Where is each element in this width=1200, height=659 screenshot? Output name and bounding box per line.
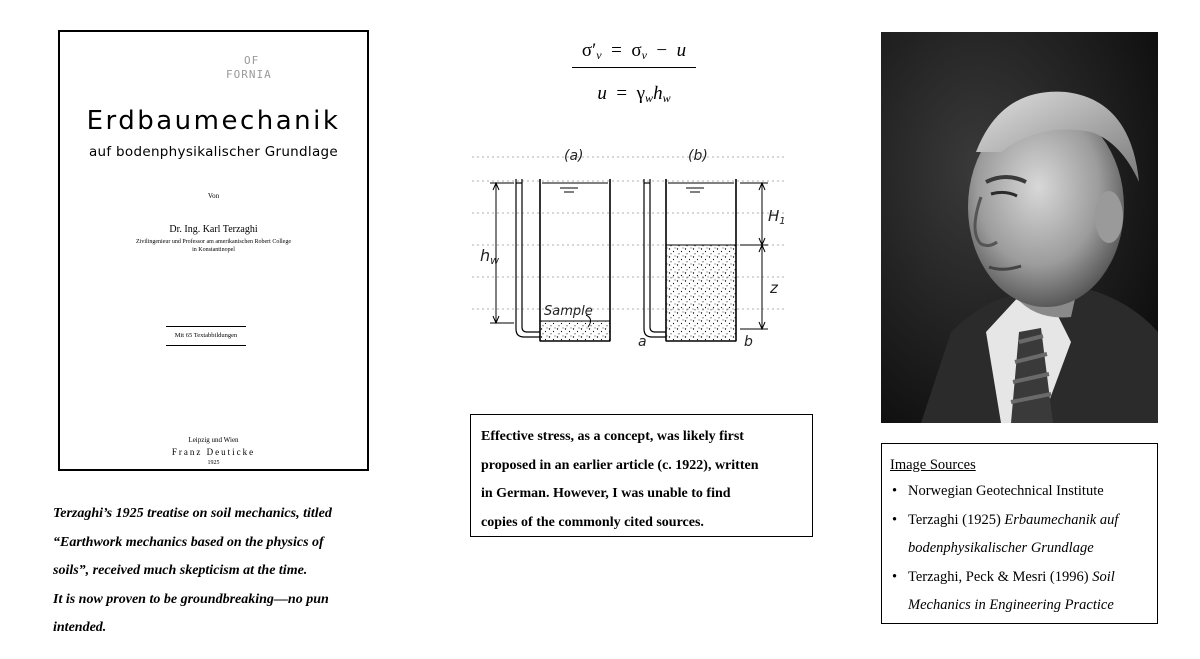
source-item-terzaghi-peck-mesri <box>890 563 1149 620</box>
label-sample: Sample <box>544 304 593 319</box>
eq1-sub-v: v <box>596 48 602 62</box>
caption-line: soils”, received much skepticism at the time. <box>53 563 308 578</box>
eq2-gamma-sub: w <box>645 91 654 105</box>
stamp-line-1: OF <box>244 54 260 67</box>
note-line: in German. However, I was unable to find <box>481 486 731 501</box>
source-item-text: • Norwegian Geotechnical Institute <box>908 483 1104 499</box>
effective-stress-note <box>470 414 813 537</box>
book-title: Erdbaumechanik <box>86 106 341 136</box>
book-affiliation-line-1: Zivilingenieur und Professor am amerikanischen Robert College <box>136 239 291 245</box>
eq2-equals: = <box>616 83 628 104</box>
caption-line: Terzaghi’s 1925 treatise on soil mechanics, titled <box>53 506 332 521</box>
source-item-title: Erbaumechanik auf <box>1004 511 1119 528</box>
standpipe-a <box>516 179 540 337</box>
source-item-terzaghi-1925 <box>890 506 1149 563</box>
water-surface-a <box>542 183 608 192</box>
water-surface-b <box>668 183 734 192</box>
caption-line: It is now proven to be groundbreaking—no pun <box>53 591 329 607</box>
source-item-title-cont: bodenphysikalischer Grundlage <box>908 540 1094 556</box>
image-sources-header: Image Sources <box>890 457 976 473</box>
label-H1: $H_1$ <box>768 207 786 227</box>
source-item-prefix: Terzaghi (1925) <box>908 511 1005 528</box>
pore-pressure-equation <box>572 83 696 106</box>
eq2-h-sub: w <box>662 91 671 105</box>
source-item-ngi <box>890 477 1149 506</box>
book-author: Dr. Ing. Karl Terzaghi <box>169 224 258 235</box>
note-line: Effective stress, as a concept, was likely first <box>481 429 744 444</box>
book-subtitle: auf bodenphysikalischer Grundlage <box>88 144 339 160</box>
reference-lines <box>472 157 784 309</box>
sample-a <box>540 321 610 341</box>
eq1-u: u <box>676 40 687 61</box>
source-item-prefix: Terzaghi, Peck & Mesri (1996) <box>908 568 1093 585</box>
terzaghi-portrait-photo <box>881 32 1158 423</box>
source-item-title: Soil <box>1092 568 1115 585</box>
label-hw: hw <box>480 246 500 267</box>
book-publisher: Franz Deuticke <box>171 447 256 457</box>
hw-dimension <box>490 183 514 323</box>
note-line: proposed in an earlier article (c. 1922), written <box>481 457 759 473</box>
eq2-u: u <box>597 83 607 104</box>
book-place: Leipzig und Wien <box>188 436 239 444</box>
book-cover-image <box>58 30 369 471</box>
eq1-minus: − <box>656 40 668 61</box>
standpipe-b <box>644 179 666 337</box>
sample-b <box>666 245 736 341</box>
image-sources-list <box>890 477 1149 620</box>
label-z: z <box>770 279 778 297</box>
equation-divider <box>572 67 696 68</box>
eq1-sigma: σ <box>631 40 642 61</box>
source-item-title-cont: Mechanics in Engineering Practice <box>908 597 1114 613</box>
eq2-h: h <box>653 83 663 104</box>
label-point-b: b <box>744 334 753 350</box>
eq2-gamma: γ <box>636 83 646 104</box>
label-b: (b) <box>688 148 708 164</box>
book-affiliation-line-2: in Konstantinopel <box>192 247 235 253</box>
image-sources-box <box>881 443 1158 624</box>
label-a: (a) <box>564 148 584 164</box>
book-year: 1925 <box>207 460 220 466</box>
library-stamp <box>226 54 272 82</box>
eq1-equals: = <box>611 40 622 61</box>
caption-line: “Earthwork mechanics based on the physics of <box>53 534 324 550</box>
eq1-sigma-prime: σ <box>581 40 593 61</box>
effective-stress-diagram <box>468 143 788 355</box>
book-von: Von <box>207 192 220 200</box>
label-point-a: a <box>638 334 647 350</box>
note-line: copies of the commonly cited sources. <box>481 514 704 530</box>
caption-line: intended. <box>53 620 107 635</box>
cover-caption <box>53 500 383 643</box>
h1-z-dimension <box>740 183 768 329</box>
effective-stress-equation <box>572 40 696 63</box>
eq1-prime: ′ <box>592 40 597 61</box>
book-figures-note: Mit 65 Textabbildungen <box>166 326 246 346</box>
eq1-sigma-sub: v <box>641 48 647 62</box>
stamp-line-2: FORNIA <box>226 68 272 81</box>
